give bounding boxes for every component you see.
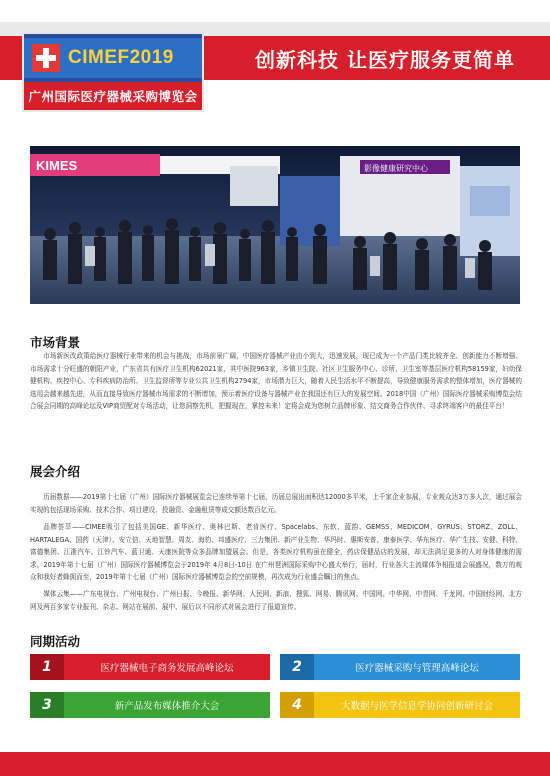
logo-top-bar: [24, 38, 202, 78]
activity-label: 医疗器械电子商务发展高峰论坛: [100, 663, 234, 674]
right-booth-sign: 影像健康研究中心: [364, 164, 428, 173]
activity-card-3[interactable]: [30, 692, 270, 718]
activity-card-4[interactable]: [280, 692, 520, 718]
activity-number: 4: [280, 692, 314, 718]
logo-text: CIMEF2019: [68, 47, 174, 68]
intro-brands-paragraph: 品牌荟萃——CIMEE吸引了包括美国GE、新华医疗、奥林巴斯、老肯医疗、Spacelabs、东软、蓝韵、GEMSS、MEDICOM、GYRUS、STORZ、ZOLL、HARTALEGA、国药（天津）、安立信、天地智慧、周友、海豹、邦盛医疗、三力集团、新产业生物、华玛时、惠斯安普、康泰医学、华东医疗、华广生技、安健、科特、富德集团、江浙汽车、江铃汽车、蓝卫通、天康医院等众多品牌加盟展会。但是，各类医疗机构虽在健全，药店保健品店的发展，却无法满足更多的人对身体健康的需求。2019年第十七届（广州）国际医疗器械博览会于2019年 4月8日-10日 在广州琶洲国际采购中心盛大举行，届时，行业各大主流媒体争相报道会展盛况，数万的观众和我好者蜂拥而至，2019年第十七届（广州）国际医疗器械博览会的空前规模，再次成为行业盛会瞩目的焦点。: [30, 523, 522, 582]
footer-bar: [0, 752, 550, 776]
intro-section-title: 展会介绍: [30, 464, 81, 479]
activity-card-1[interactable]: [30, 654, 270, 680]
activity-label: 新产品发布媒体推介大会: [114, 701, 220, 712]
market-section-title: 市场背景: [30, 335, 81, 350]
intro-history-paragraph: 历届数据——2019第十七届（广州）国际医疗器械展览会已连续举第十七届，历届总展出面积达12000多平米，上千家企业参展，专业观众达3万多人次，通过展会实现的包括现场采购、技术合作、项目建设、投融资、金融租赁等成交额达数百亿元。: [30, 493, 522, 514]
activity-number: 3: [30, 692, 64, 718]
intro-media-paragraph: 媒体云集——广东电视台、广州电视台、广州日报、今晚报、新华网、人民网、新浪、搜狐、网易、腾讯网、中国网、中华网、中青网、千龙网、中国财经网、北方网及两百多家专业报刊、杂志、网站在展前、展中、展后以不同形式对展会进行了报道宣传。: [30, 590, 522, 611]
logo-subtitle: 广州国际医疗器械采购博览会: [24, 82, 202, 110]
left-booth-sign: KIMES: [36, 158, 78, 173]
activity-number: 2: [280, 654, 314, 680]
activities-section-title: 同期活动: [30, 634, 81, 649]
exhibition-photo: [30, 146, 520, 304]
activity-number: 1: [30, 654, 64, 680]
market-paragraph: 市场新医改政策给医疗器械行业带来的机会与挑战，市场前景广阔，中国医疗器械产业由小到大，迅速发展，现已成为一个产品门类比较齐全、创新能力不断增强、市场需求十分旺盛的朝阳产业，广东省共有医疗卫生机构62021家，其中医院963家，乡镇卫生院、社区卫生服务中心、诊所、卫生室等基层医疗机构58159家，妇幼保健机构、疾控中心、专科疾病防治所、卫生监督所等专业公共卫生机构2794家，市场潜力巨大，随着人民生活水平不断提高，导致健康服务需求的整体增加，医疗器械的选用会越来越先进，从而直接导致医疗器械市场需求的不断增加，预示着医疗设备与器械产业在我国还有巨大的发展空间。2018中国（广州）国际医疗器械采购博览会结合展会同期的高峰论坛及VIP商贸配对专场活动，让您洞察先机，把握现在，掌控未来！定将会成为您树立品牌形象、结交商务合作伙伴、寻求终端客户的最佳平台！: [30, 352, 522, 411]
activity-card-2[interactable]: [280, 654, 520, 680]
medical-cross-icon: [32, 44, 60, 72]
page-header: [0, 0, 550, 128]
expo-logo: [22, 32, 204, 112]
activity-label: 大数据与医学信息学协同创新研讨会: [340, 701, 493, 712]
header-slogan: 创新科技 让医疗服务更简单: [255, 47, 515, 72]
activity-label: 医疗器械采购与管理高峰论坛: [355, 663, 479, 674]
exhibition-crowd-image: [30, 146, 520, 304]
